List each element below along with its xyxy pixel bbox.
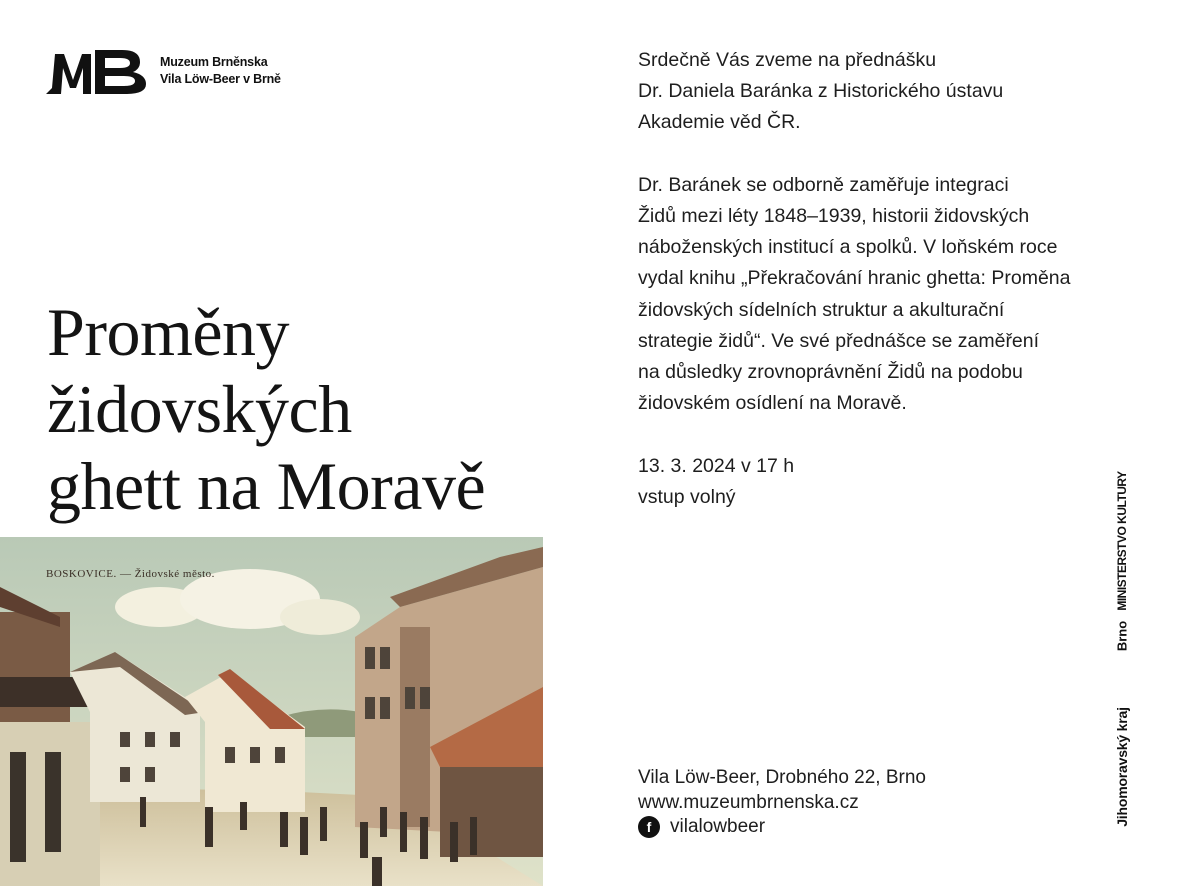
museum-name <box>160 54 281 88</box>
event-datetime: 13. 3. 2024 v 17 h <box>638 454 795 477</box>
invitation-paragraph <box>638 45 1138 139</box>
lecture-details <box>638 45 1138 544</box>
kraj-logo-text: Jihomoravský kraj <box>1114 707 1130 827</box>
mb-logo-mark-icon <box>46 46 148 96</box>
description-line: židovských sídelních struktur a akulturační <box>638 298 1005 321</box>
description-line: židovském osídlení na Moravě. <box>638 392 907 415</box>
description-line: náboženských institucí a spolků. V loňském roce <box>638 236 1058 259</box>
facebook-link[interactable] <box>638 815 926 840</box>
ministry-of-culture-logo <box>1112 471 1132 611</box>
description-line: strategie židů“. Ve své přednášce se zaměření <box>638 329 1040 352</box>
address: Vila Löw-Beer, Drobného 22, Brno <box>638 767 926 788</box>
contact-footer <box>638 766 926 840</box>
invitation-line: Akademie věd ČR. <box>638 111 801 134</box>
description-line: na důsledky zrovnoprávnění Židů na podobu <box>638 361 1023 384</box>
event-admission: vstup volný <box>638 485 736 508</box>
title-line-2: židovských <box>47 371 352 447</box>
event-info <box>638 451 1138 513</box>
website-link[interactable]: www.muzeumbrnenska.cz <box>638 791 859 813</box>
brno-logo-text: Brno <box>1114 620 1130 652</box>
museum-name-line1: Muzeum Brněnska <box>160 55 268 69</box>
ministry-logo-text: MINISTERSTVO KULTURY <box>1115 471 1129 611</box>
description-line: Židů mezi léty 1848–1939, historii židovských <box>638 205 1030 227</box>
museum-logo <box>46 46 281 96</box>
facebook-handle: vilalowbeer <box>670 816 766 837</box>
historic-postcard-photo <box>0 537 543 886</box>
description-line: vydal knihu „Překračování hranic ghetta: Proměna <box>638 267 1071 290</box>
postcard-caption: BOSKOVICE. — Židovské město. <box>46 568 215 580</box>
description-paragraph <box>638 170 1138 420</box>
facebook-icon: f <box>638 816 660 838</box>
lecture-title <box>47 294 485 525</box>
museum-name-line2: Vila Löw-Beer v Brně <box>160 72 281 86</box>
invitation-line: Srdečně Vás zveme na přednášku <box>638 49 937 71</box>
invitation-line: Dr. Daniela Baránka z Historického ústavu <box>638 80 1004 103</box>
title-line-3: ghett na Moravě <box>47 448 486 524</box>
title-line-1: Proměny <box>47 294 290 370</box>
brno-city-logo <box>1108 604 1136 668</box>
description-line: Dr. Baránek se odborně zaměřuje integraci <box>638 173 1009 196</box>
south-moravian-region-logo <box>1112 692 1132 842</box>
